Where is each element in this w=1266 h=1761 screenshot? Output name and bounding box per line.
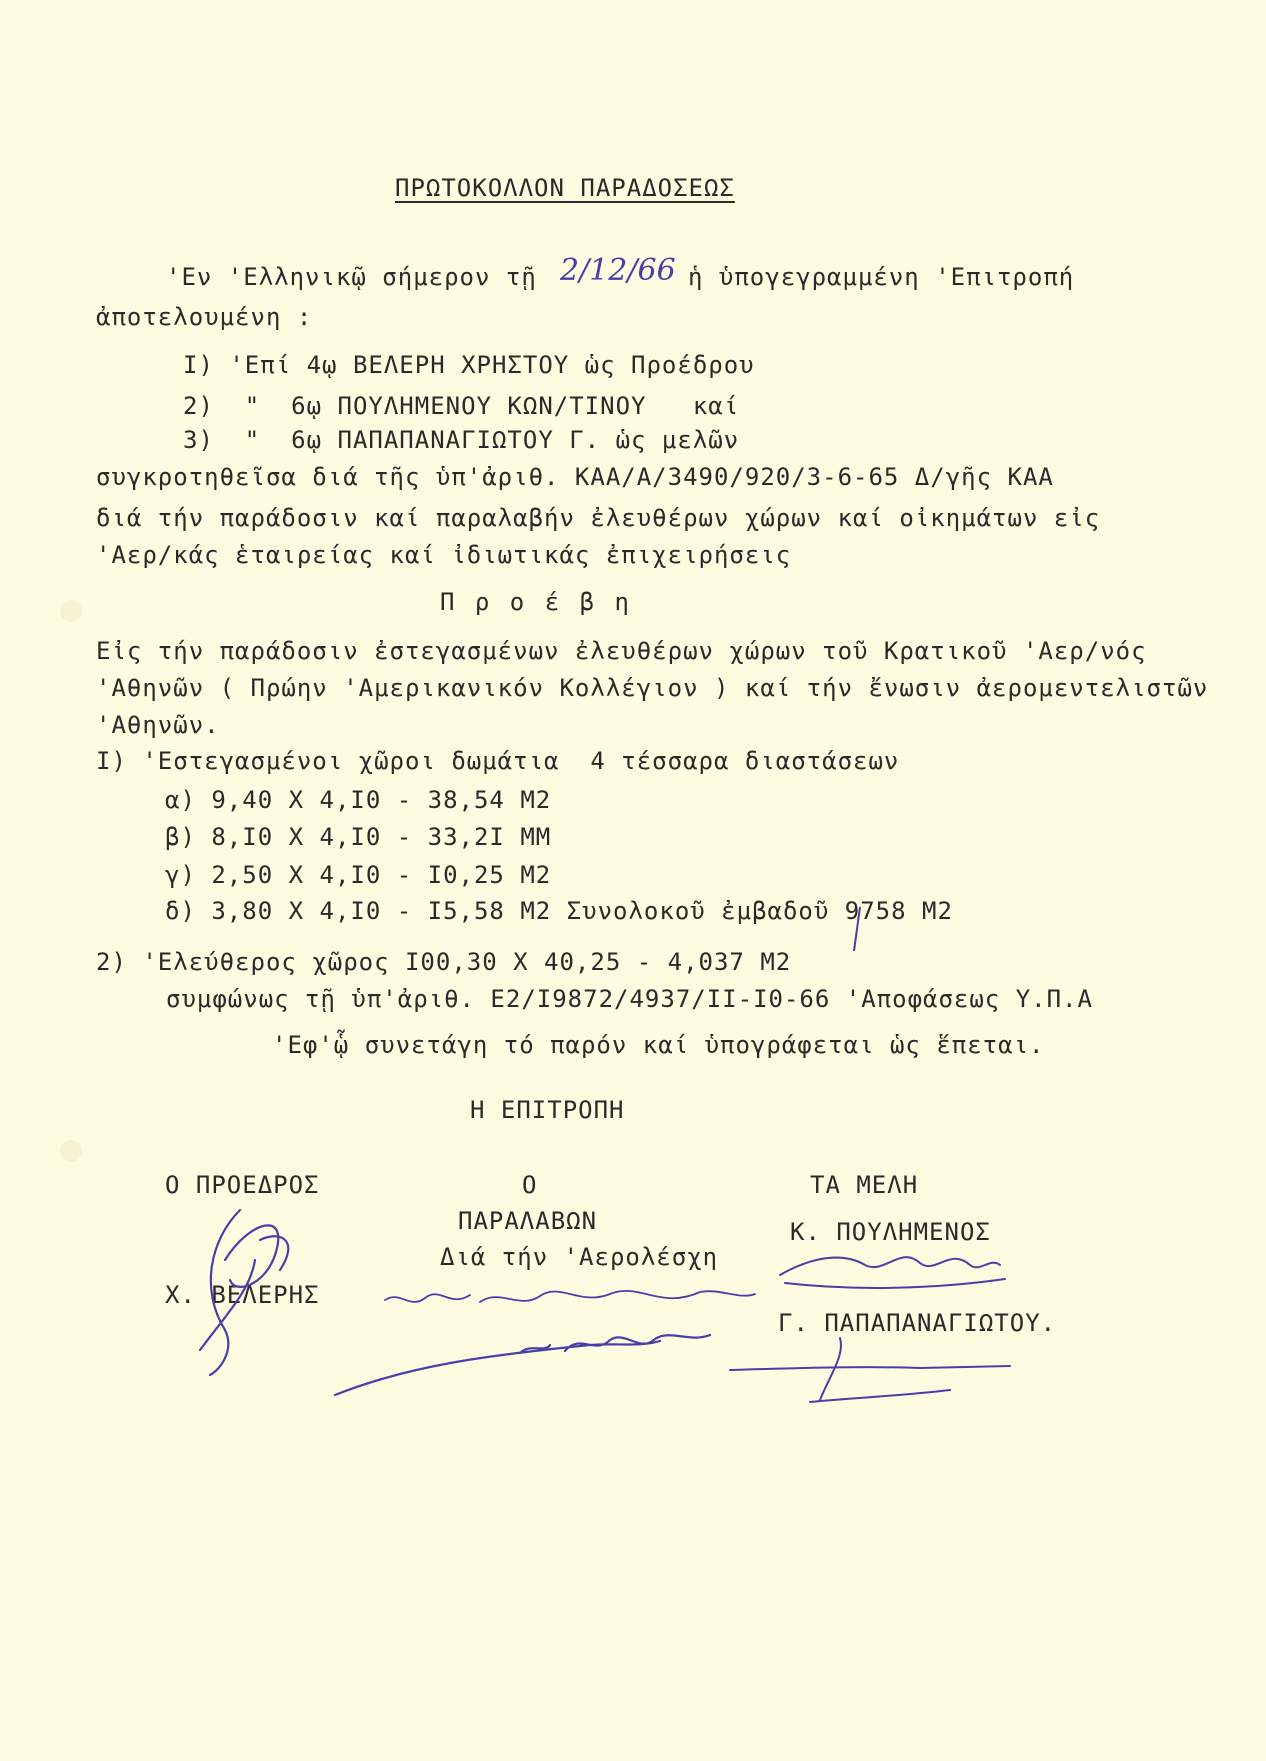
member-line: Ι) 'Επί 4ῳ ΒΕΛΕΡΗ ΧΡΗΣΤΟΥ ὡς Προέδρου — [183, 351, 755, 379]
handwritten-mark — [850, 905, 870, 955]
closing-line: 'Εφ'ᾧ συνετάγη τό παρόν καί ὑπογράφεται ὡς ἕπεται. — [272, 1031, 1045, 1059]
receiver-signature — [330, 1325, 720, 1405]
handwritten-date: 2/12/66 — [560, 253, 676, 288]
proevi-heading: Π ρ ο έ β η — [440, 588, 632, 616]
punch-hole — [60, 1140, 82, 1162]
room-line: γ) 2,50 Χ 4,Ι0 - Ι0,25 Μ2 — [165, 861, 552, 889]
section-2-line: 2) 'Ελεύθερος χῶρος Ι00,30 Χ 40,25 - 4,037 Μ2 — [96, 948, 792, 976]
members-title: ΤΑ ΜΕΛΗ — [810, 1171, 919, 1199]
receiver-handwritten-note — [380, 1280, 760, 1330]
receiver-article: Ο — [522, 1171, 538, 1199]
intro-line-start: 'Εν 'Ελληνικῷ σήμερον τῇ — [166, 263, 537, 291]
body-line: συγκροτηθεῖσα διά τῆς ὑπ'ἀριθ. ΚΑΑ/Α/3490/920/3-6-65 Δ/γῆς ΚΑΑ — [96, 463, 1054, 491]
president-title: Ο ΠΡΟΕΔΡΟΣ — [165, 1171, 320, 1199]
room-line: β) 8,Ι0 Χ 4,Ι0 - 33,2Ι ΜΜ — [165, 823, 552, 851]
president-signature — [180, 1200, 310, 1380]
document-title: ΠΡΩΤΟΚΟΛΛΟΝ ΠΑΡΑΔΟΣΕΩΣ — [395, 174, 735, 202]
section-1-heading: Ι) 'Εστεγασμένοι χῶροι δωμάτια 4 τέσσαρα διαστάσεων — [96, 747, 900, 775]
receiver-title: ΠΑΡΑΛΑΒΩΝ — [458, 1207, 598, 1235]
member-1-signature — [775, 1235, 1015, 1305]
paragraph-line: Εἰς τήν παράδοσιν ἐστεγασμένων ἐλευθέρων χώρων τοῦ Κρατικοῦ 'Αερ/νός — [96, 637, 1147, 665]
section-2-reference: συμφώνως τῇ ὑπ'ἀριθ. Ε2/Ι9872/4937/ΙΙ-Ι0-66 'Αποφάσεως Υ.Π.Α — [166, 985, 1093, 1013]
member-line: 3) " 6ῳ ΠΑΠΑΠΑΝΑΓΙΩΤΟΥ Γ. ὡς μελῶν — [183, 426, 740, 454]
body-line: διά τήν παράδοσιν καί παραλαβήν ἐλευθέρων χώρων καί οἰκημάτων εἰς — [96, 504, 1101, 532]
committee-heading: Η ΕΠΙΤΡΟΠΗ — [470, 1096, 625, 1124]
receiver-for: Διά τήν 'Αερολέσχη — [440, 1243, 719, 1271]
room-line: α) 9,40 Χ 4,Ι0 - 38,54 Μ2 — [165, 786, 552, 814]
room-line: δ) 3,80 Χ 4,Ι0 - Ι5,58 Μ2 Συνολοκοῦ ἐμβαδοῦ 9758 Μ2 — [165, 897, 953, 925]
member-2-signature — [720, 1330, 1020, 1410]
paragraph-line: 'Αθηνῶν. — [96, 711, 220, 739]
member-2-name: Γ. ΠΑΠΑΠΑΝΑΓΙΩΤΟΥ. — [778, 1309, 1057, 1337]
member-line: 2) " 6ῳ ΠΟΥΛΗΜΕΝΟΥ ΚΩΝ/ΤΙΝΟΥ καί — [183, 392, 740, 420]
intro-line-end: ἡ ὑπογεγραμμένη 'Επιτροπή — [688, 263, 1075, 291]
intro-line-2: ἀποτελουμένη : — [96, 303, 313, 331]
paragraph-line: 'Αθηνῶν ( Πρώην 'Αμερικανικόν Κολλέγιον ) καί τήν ἔνωσιν ἀερομεντελιστῶν — [96, 674, 1209, 702]
president-name: Χ. ΒΕΛΕΡΗΣ — [165, 1281, 320, 1309]
punch-hole — [60, 600, 82, 622]
member-1-name: Κ. ΠΟΥΛΗΜΕΝΟΣ — [790, 1218, 991, 1246]
body-line: 'Αερ/κάς ἑταιρείας καί ἰδιωτικάς ἐπιχειρήσεις — [96, 541, 792, 569]
